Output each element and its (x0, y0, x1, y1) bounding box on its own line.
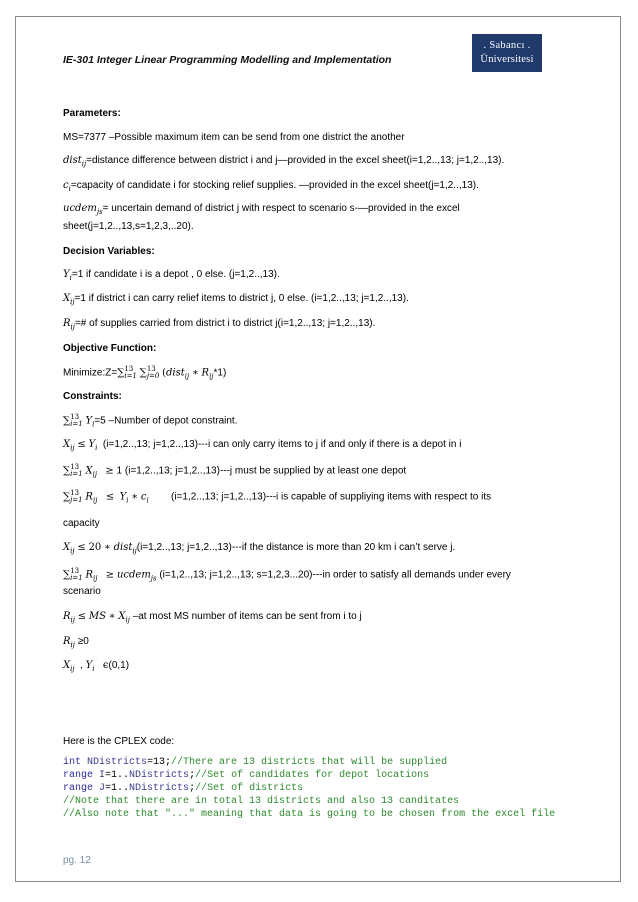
code-comment: //Set of candidates for depot locations (195, 770, 430, 781)
code-intro: Here is the CPLEX code: (63, 736, 175, 747)
constraint-1 (63, 414, 237, 429)
constraint-2 (63, 439, 461, 452)
code-line-1 (63, 757, 447, 768)
sum-symbol-i: ∑ (117, 367, 125, 379)
c3-sum: ∑ (63, 465, 71, 477)
c3-lower: i=1 (70, 470, 83, 478)
constraint-8 (63, 636, 89, 649)
constraint-3 (63, 464, 406, 479)
r-description: =# of supplies carried from district i to district j(i=1,2..,13; j=1,2..,13). (74, 318, 376, 329)
ucdem-parameter-line (63, 203, 460, 216)
ucdem-subscript: js (96, 208, 103, 216)
c3-geq: ≥ (105, 465, 114, 477)
c6-rhs: ucdem (116, 569, 151, 581)
sum-limits-i (124, 366, 137, 380)
capacity-description: =capacity of candidate i for stocking relief supplies. —provided in the excel sheet(j=1,2..,13). (70, 180, 479, 191)
objective-times: ∗ (191, 367, 199, 379)
sum-lower-i: i=1 (124, 372, 137, 380)
university-logo (472, 34, 542, 72)
c7-leq: ≤ (77, 611, 87, 622)
c5-dist-sub: ij (132, 547, 137, 555)
code-identifier: J (93, 783, 106, 794)
r-variable-line (63, 318, 375, 331)
c2-lhs: X (63, 439, 71, 450)
code-text: ; (189, 783, 196, 794)
capacity-symbol: c (63, 180, 69, 191)
constraint-9: $X_{ij}$ , $Y_i$ ϵ(0,1) (63, 660, 130, 673)
logo-line-2: Üniversitesi (480, 54, 534, 65)
code-comment: //Set of districts (195, 783, 304, 794)
constraint-6-continued: scenario (63, 586, 101, 597)
code-line-5 (63, 809, 555, 820)
objective-open-paren: ( (162, 367, 166, 379)
code-identifier: NDistricts (129, 783, 190, 794)
objective-r-sub: ij (209, 372, 214, 381)
c6-upper: 13 (70, 567, 80, 575)
c8-lhs: R (63, 636, 71, 647)
capacity-parameter-line (63, 180, 479, 193)
c4-upper: 13 (70, 489, 80, 497)
c4-var: R (85, 491, 93, 503)
c4-sum: ∑ (63, 491, 71, 503)
c3-var: X (85, 465, 93, 477)
c9-x: X (63, 660, 71, 671)
ucdem-description-continued: sheet(j=1,2..,13,s=1,2,3,..20). (63, 221, 194, 232)
dist-parameter-line (63, 155, 504, 168)
c7-lhs-sub: ij (70, 616, 75, 624)
constraints-heading: Constraints: (63, 391, 122, 402)
x-symbol: X (63, 293, 71, 304)
r-subscript: ij (70, 323, 75, 331)
c7-times: ∗ (108, 611, 116, 622)
c5-text: (i=1,2..,13; j=1,2..,13)---if the distance is more than 20 km i can’t serve j. (136, 542, 456, 553)
constraint-6 (63, 568, 511, 583)
c7-text: –at most MS number of items can be sent from i to j (132, 611, 362, 622)
y-description: =1 if candidate i is a depot , 0 else. (j=1,2..,13). (71, 269, 280, 280)
c2-rhs: Y (88, 439, 96, 450)
c7-lhs: R (63, 611, 71, 622)
c4-c: c (140, 491, 147, 503)
c1-lower: i=1 (70, 420, 83, 428)
y-variable-line (63, 269, 280, 282)
page-number: pg. 12 (63, 855, 91, 866)
c6-var-sub: ij (93, 574, 98, 583)
logo-line-1: . Sabancı . (483, 40, 531, 51)
c7-x: X (118, 611, 126, 622)
c9-element-of: ϵ (102, 660, 109, 671)
objective-prefix: Minimize:Z= (63, 367, 118, 379)
sum-upper-j: 13 (146, 365, 156, 373)
code-line-3 (63, 783, 303, 794)
c5-dist: dist (113, 542, 133, 553)
code-text: ; (189, 770, 196, 781)
constraint-4-continued: capacity (63, 518, 100, 529)
sum-lower-j: j=0 (146, 372, 160, 380)
c2-text: (i=1,2..,13; j=1,2..,13)---i can only carry items to j if and only if there is a depot in i (102, 439, 462, 450)
constraint-4 (63, 490, 491, 505)
c1-var-sub: i (92, 420, 95, 429)
c1-upper: 13 (70, 413, 80, 421)
c9-y-sub: i (92, 665, 95, 673)
c4-limits (70, 490, 83, 504)
c4-times: ∗ (131, 491, 139, 503)
y-symbol: Y (63, 269, 70, 280)
code-text: =1.. (105, 770, 130, 781)
c6-rhs-sub: js (150, 574, 157, 583)
c4-lower: j=1 (70, 496, 83, 504)
c7-ms: MS (88, 611, 106, 622)
c1-limits (70, 414, 83, 428)
code-line-2 (63, 770, 429, 781)
c5-lhs: X (63, 542, 71, 553)
ucdem-symbol: ucdem (63, 203, 97, 214)
capacity-subscript: i (68, 185, 71, 193)
c3-upper: 13 (70, 463, 80, 471)
constraint-7 (63, 611, 362, 624)
ucdem-description: = uncertain demand of district j with respect to scenario s-—provided in the excel (102, 203, 460, 214)
c8-text: ≥0 (77, 636, 89, 647)
c6-text: (i=1,2..,13; j=1,2..,13; s=1,2,3...20)---in order to satisfy all demands under every (159, 569, 511, 581)
c7-x-sub: ij (125, 616, 130, 624)
r-symbol: R (63, 318, 71, 329)
sum-limits-j (147, 366, 160, 380)
objective-dist-sub: ij (184, 372, 190, 381)
constraint-5 (63, 542, 455, 555)
code-keyword: int (63, 757, 82, 768)
objective-tail: *1) (213, 367, 227, 379)
c3-limits (70, 464, 83, 478)
code-text: =1.. (105, 783, 130, 794)
decision-variables-heading: Decision Variables: (63, 246, 155, 257)
code-identifier: I (93, 770, 106, 781)
objective-heading: Objective Function: (63, 343, 157, 354)
c5-number: 20 (88, 542, 102, 553)
dist-subscript: ij (81, 160, 87, 168)
c4-rhs-sub: i (126, 496, 129, 505)
c6-var: R (85, 569, 94, 581)
dist-symbol: dist (63, 155, 82, 166)
c5-lhs-sub: ij (70, 547, 75, 555)
c9-text: (0,1) (108, 660, 130, 671)
ms-parameter-line: MS=7377 –Possible maximum item can be send from one district the another (63, 132, 405, 143)
document-header-title: IE-301 Integer Linear Programming Modelling and Implementation (63, 54, 392, 66)
y-subscript: i (69, 274, 72, 282)
c4-rhs: Y (119, 491, 127, 503)
code-comment: //Note that there are in total 13 districts and also 13 canditates (63, 796, 460, 807)
c3-var-sub: ij (92, 470, 98, 479)
objective-dist: dist (166, 367, 185, 379)
c6-limits (70, 568, 83, 582)
c4-text: (i=1,2..,13; j=1,2..,13)---i is capable of suppliying items with respect to its (170, 491, 492, 503)
sum-symbol-j: ∑ (139, 367, 147, 379)
code-keyword: range (63, 783, 94, 794)
code-comment: //Also note that "..." meaning that data is going to be chosen from the excel file (63, 809, 556, 820)
c4-var-sub: ij (92, 496, 98, 505)
c2-rhs-sub: i (95, 444, 98, 452)
code-keyword: range (63, 770, 94, 781)
parameters-heading: Parameters: (63, 108, 121, 119)
c6-lower: i=1 (70, 574, 83, 582)
code-line-4 (63, 796, 459, 807)
c2-leq: ≤ (77, 439, 86, 450)
c3-text: 1 (i=1,2..,13; j=1,2..,13)---j must be supplied by at least one depot (116, 465, 407, 477)
code-identifier: NDistricts (81, 757, 148, 768)
c9-y: Y (85, 660, 93, 671)
code-identifier: NDistricts (129, 770, 190, 781)
c1-var: Y (85, 415, 93, 427)
c4-c-sub: i (146, 496, 149, 505)
c4-leq: ≤ (105, 491, 115, 503)
c2-lhs-sub: ij (70, 444, 75, 452)
c1-sum: ∑ (63, 415, 71, 427)
x-subscript: ij (70, 298, 75, 306)
objective-r: R (201, 367, 210, 379)
objective-formula (63, 366, 226, 381)
x-variable-line (63, 293, 409, 306)
code-comment: //There are 13 districts that will be supplied (171, 757, 448, 768)
x-description: =1 if district i can carry relief items to district j, 0 else. (i=1,2..,13; j=1,2..,13). (74, 293, 409, 304)
c9-x-sub: ij (70, 665, 75, 673)
c8-lhs-sub: ij (70, 641, 75, 649)
dist-description: =distance difference between district i and j—provided in the excel sheet(i=1,2..,13; j=1,2..,13). (86, 155, 505, 166)
c6-sum: ∑ (63, 569, 71, 581)
c1-text: =5 –Number of depot constraint. (94, 415, 238, 427)
c6-geq: ≥ (105, 569, 115, 581)
code-text: =13; (147, 757, 172, 768)
sum-upper-i: 13 (124, 365, 134, 373)
c5-leq: ≤ (77, 542, 86, 553)
c5-times: ∗ (104, 542, 111, 553)
